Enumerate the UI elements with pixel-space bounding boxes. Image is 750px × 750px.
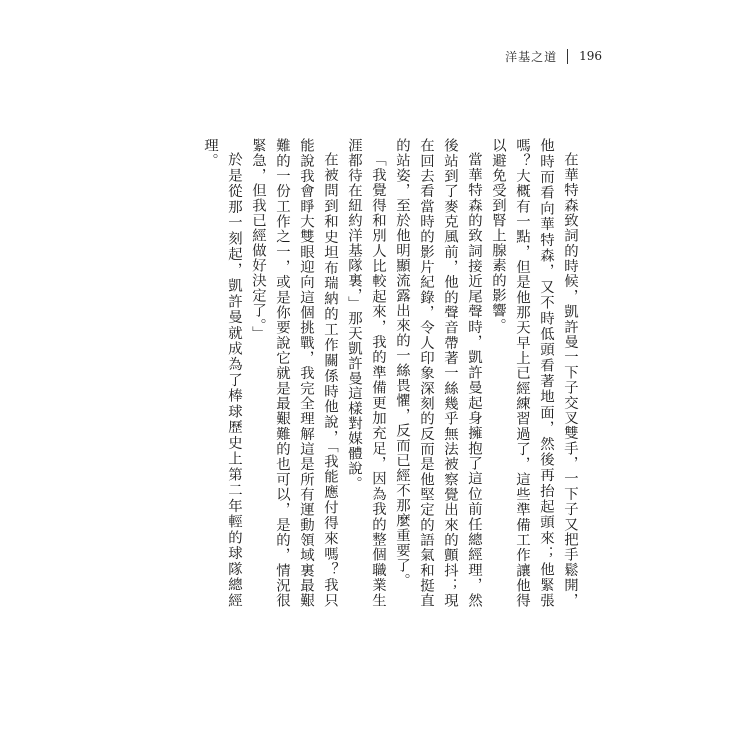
paragraph: 在被問到和史坦布瑞納的工作關係時他說，「我能應付得來嗎？我只能說我會睜大雙眼迎向這個挑戰，我完全理解這是所有運動領域裏最艱難的一份工作之一，或是你要說它就是最艱難的也可以，是的，情況很緊急，但我已經做好決定了。」 — [250, 138, 338, 608]
paragraph: 於是從那一刻起，凱許曼就成為了棒球歷史上第二年輕的球隊總經理。 — [202, 138, 242, 608]
header-divider — [567, 49, 568, 64]
paragraph: 當華特森的致詞接近尾聲時，凱許曼起身擁抱了這位前任總經理，然後站到了麥克風前，他的聲音帶著一絲幾乎無法被察覺出來的顫抖；現在回去看當時的影片紀錄，令人印象深刻的反而是他堅定的語氣和挺直的站姿，至於他明顯流露出來的一絲畏懼，反而已經不那麼重要了。 — [394, 138, 482, 608]
running-header — [505, 47, 602, 65]
paragraph: 在華特森致詞的時候，凱許曼一下子交叉雙手，一下子又把手鬆開，他時而看向華特森，又不時低頭看著地面，然後再抬起頭來；他緊張嗎？大概有一點，但是他那天早上已經練習過了，這些準備工作讓他得以避免受到腎上腺素的影響。 — [490, 138, 578, 608]
page-number: 196 — [579, 49, 602, 63]
paragraph: 「我覺得和別人比較起來，我的準備更加充足，因為我的整個職業生涯都待在紐約洋基隊裏，」那天凱許曼這樣對媒體說。 — [346, 138, 386, 608]
body-text — [202, 138, 582, 608]
book-title: 洋基之道 — [505, 49, 558, 64]
